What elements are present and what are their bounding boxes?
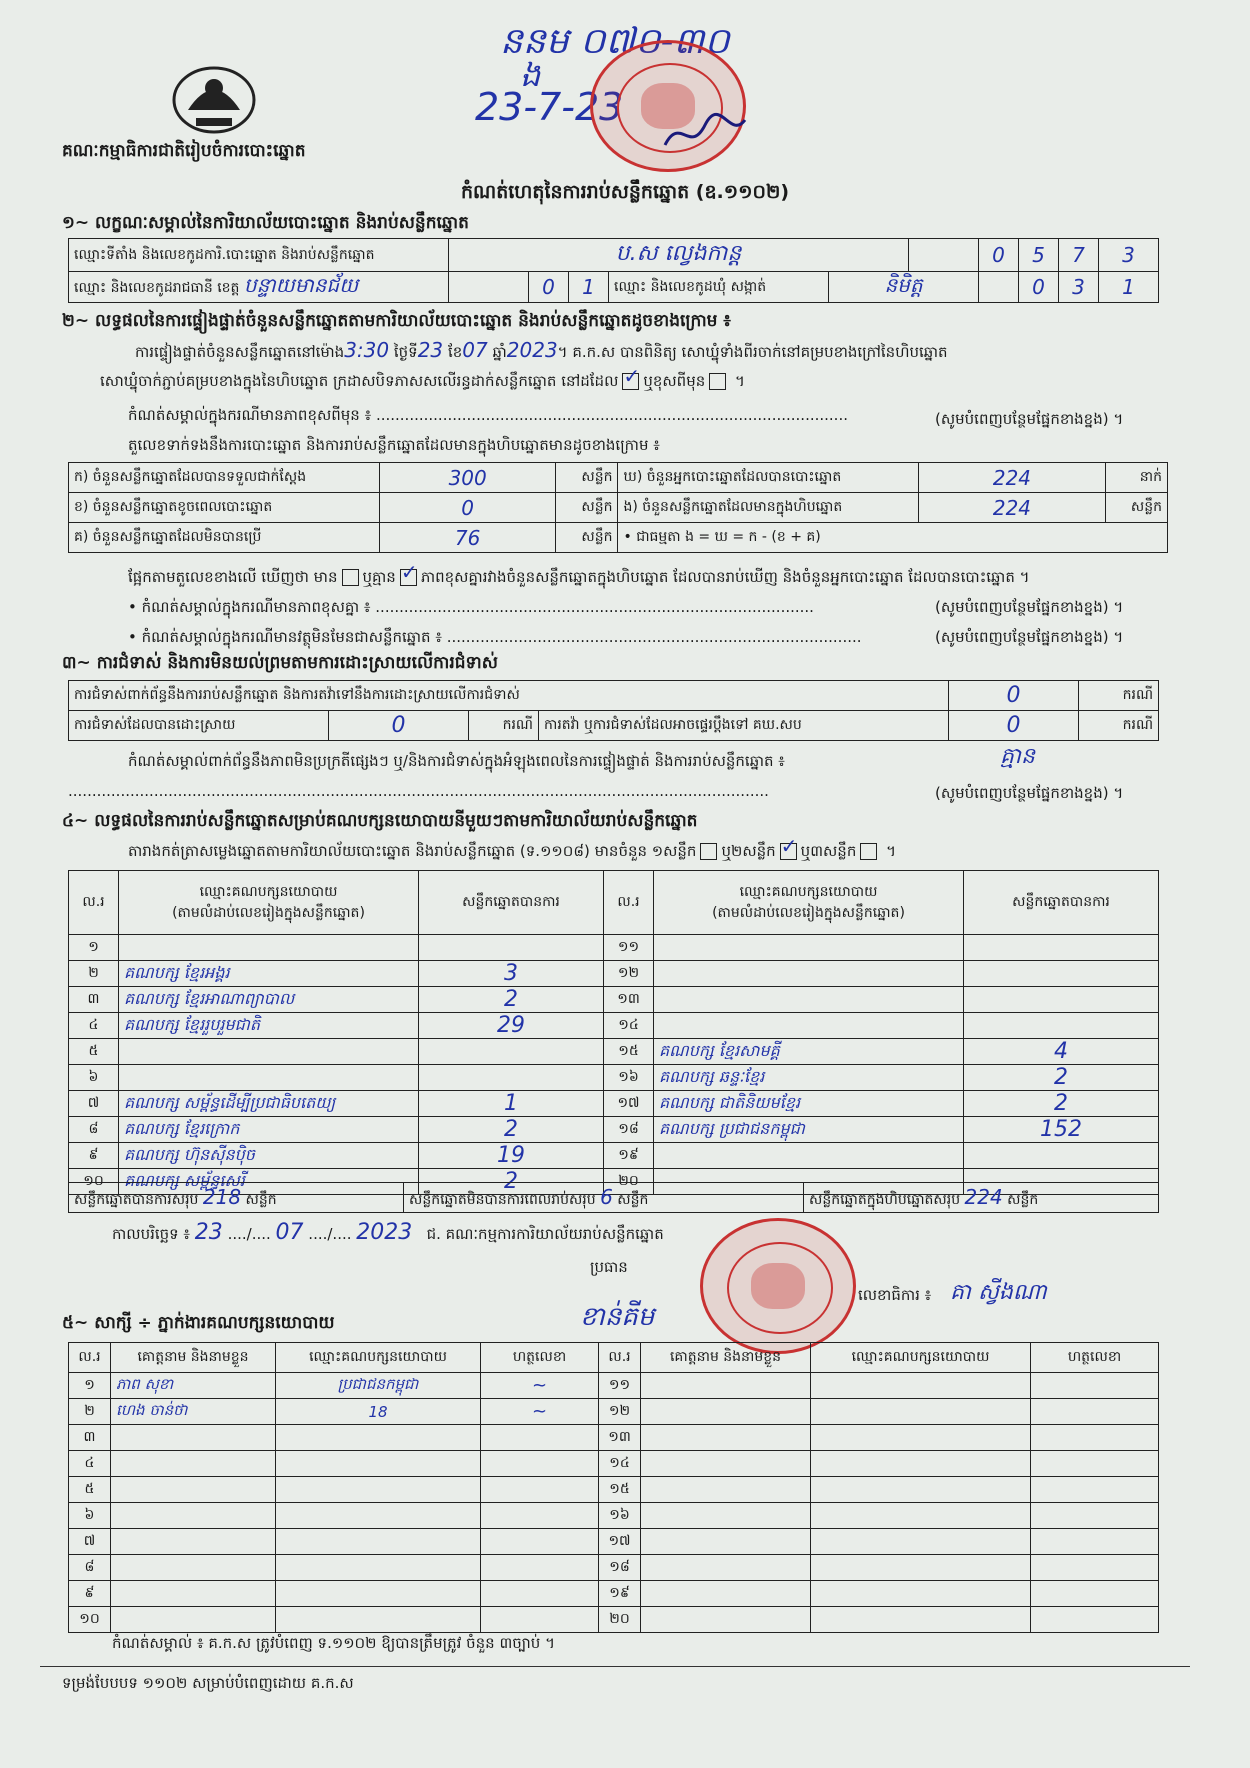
table-row (69, 961, 1159, 987)
irregularity-note: កំណត់សម្គាល់ពាក់ព័ន្ធនឹងភាពមិនប្រក្រតីផ្សេងៗ ឬ/និងការជំទាស់ក្នុងអំឡុងពេលនៃការផ្ទៀងផ្ទាត់ និងការរាប់សន្លឹកឆ្នោត ៖ (128, 752, 785, 770)
witness-signature (481, 1581, 599, 1607)
box-total: សន្លឹកឆ្នោតក្នុងហិបឆ្នោតសរុប 224 សន្លឹក (804, 1183, 1159, 1213)
row-number: ១៧ (599, 1529, 641, 1555)
row-number: ២ (69, 1399, 111, 1425)
commune-code-digit: 0 (1019, 272, 1059, 303)
witness-party (811, 1451, 1031, 1477)
witness-party (276, 1425, 481, 1451)
location-label: ឈ្មោះទីតាំង និងលេខកូដការិ.បោះឆ្នោត និងរាប់សន្លឹកឆ្នោត (69, 239, 449, 272)
witness-signature (1031, 1399, 1159, 1425)
row-number: ១៩ (599, 1581, 641, 1607)
witness-signature (1031, 1607, 1159, 1633)
resolved-value: 0 (329, 711, 469, 741)
witness-party (276, 1607, 481, 1633)
witness-party (276, 1581, 481, 1607)
witness-table: ល.រ គោត្តនាម និងនាមខ្លួន ឈ្មោះគណបក្សនយោបាយ ហត្ថលេខា ល.រ គោត្តនាម និងនាមខ្លួន ឈ្មោះគណបក្សនយោបាយ ហត្ថលេខា ១ ភាព សុខា ប្រជាជនកម្ពុជា ~ ១១ ២ ហេង ចាន់ថា 18 ~ ១២ ៣ ១៣ ៤ ១៤ ៥ ១៥ ៦ ១៦ ៧ ១៧ ៨ ១៨ ៩ ១៩ ១០ ២០ (68, 1342, 1159, 1633)
party-votes (419, 935, 604, 961)
row-number: ១៦ (604, 1065, 654, 1091)
witness-party: ប្រជាជនកម្ពុជា (276, 1373, 481, 1399)
table-row (69, 1607, 1159, 1633)
row-number: ៦ (69, 1503, 111, 1529)
witness-party (811, 1399, 1031, 1425)
section4-heading: ៤~ លទ្ធផលនៃការរាប់សន្លឹកឆ្នោតសម្រាប់គណបក្សនយោបាយនីមួយៗតាមការិយាល័យរាប់សន្លឹកឆ្នោត (62, 811, 698, 831)
witness-signature (1031, 1529, 1159, 1555)
witness-signature (481, 1503, 599, 1529)
section3-heading: ៣~ ការជំទាស់ និងការមិនយល់ព្រមតាមការដោះស្រាយលើការជំទាស់ (62, 653, 498, 673)
party-name (654, 961, 964, 987)
date-month: 07 (275, 1220, 304, 1245)
spoiled-label: ខ) ចំនួនសន្លឹកឆ្នោតខូចពេលបោះឆ្នោត (69, 493, 380, 523)
resolved-label: ការជំទាស់ដែលបានដោះស្រាយ (69, 711, 329, 741)
row-number: ៦ (69, 1065, 119, 1091)
one-sheet-checkbox[interactable] (700, 843, 717, 860)
party-name (119, 1039, 419, 1065)
objections-table: ការជំទាស់ពាក់ព័ន្ធនឹងការរាប់សន្លឹកឆ្នោត និងការតវ៉ាទៅនឹងការដោះស្រាយលើការជំទាស់ 0 ករណី ការជំទាស់ដែលបានដោះស្រាយ 0 ករណី ការតវ៉ា ឬការជំទាស់ដែលអាចផ្ទេរប្តឹងទៅ គឃ.សប 0 ករណី (68, 680, 1159, 741)
party-votes: 29 (419, 1013, 604, 1039)
witness-signature (1031, 1503, 1159, 1529)
witness-signature (481, 1425, 599, 1451)
row-number: ៩ (69, 1581, 111, 1607)
date-year: 2023 (356, 1220, 413, 1245)
row-number: ២ (69, 961, 119, 987)
valid-total: សន្លឹកឆ្នោតបានការសរុប 218 សន្លឹក (69, 1183, 404, 1213)
verify-time: 3:30 (344, 338, 390, 362)
footnote: កំណត់សម្គាល់ ៖ គ.ក.ស ត្រូវបំពេញ ទ.១១០២ ឱ្យបានត្រឹមត្រូវ ចំនួន ៣ច្បាប់ ។ (112, 1634, 555, 1652)
witness-name (111, 1503, 276, 1529)
official-stamp-bottom (700, 1218, 856, 1354)
appeal-value: 0 (949, 711, 1079, 741)
table-row (69, 935, 1159, 961)
commune-value: និមិត្ត (829, 272, 979, 303)
totals-table (68, 1182, 1159, 1213)
same-checkbox[interactable] (622, 373, 639, 390)
witness-party (811, 1555, 1031, 1581)
row-number: ១៩ (604, 1143, 654, 1169)
witness-signature (481, 1451, 599, 1477)
witness-name (111, 1451, 276, 1477)
unused-label: គ) ចំនួនសន្លឹកឆ្នោតដែលមិនបានប្រើ (69, 523, 380, 553)
table-row (69, 1373, 1159, 1399)
table-row (69, 1581, 1159, 1607)
difference-note-line: កំណត់សម្គាល់ក្នុងករណីមានភាពខុសពីមុន ៖ ................................................................................................... (128, 406, 848, 424)
table-row (69, 1143, 1159, 1169)
province-code-digit: 0 (529, 272, 569, 303)
row-number: ៥ (69, 1477, 111, 1503)
party-name: គណបក្ស សម្ព័ន្ធសេរី (119, 1169, 419, 1195)
document-title: កំណត់ហេតុនៃការរាប់សន្លឹកឆ្នោត (ឧ.១១០២) (460, 181, 790, 203)
party-votes (964, 1013, 1159, 1039)
row-number: ១៥ (599, 1477, 641, 1503)
table-row (69, 1399, 1159, 1425)
discrepancy-note: • កំណត់សម្គាល់ក្នុងករណីមានភាពខុសគ្នា ៖ ............................................................................................ (128, 598, 814, 616)
row-number: ១៥ (604, 1039, 654, 1065)
tally-sheets-line: តារាងកត់ត្រាសម្លេងឆ្នោតតាមការិយាល័យបោះឆ្នោត និងរាប់សន្លឹកឆ្នោត (ទ.១១០៨) មានចំនួន ១សន្លឹក ឬ២សន្លឹក✓ ឬ៣សន្លឹក ។ (128, 842, 896, 864)
witness-name (111, 1425, 276, 1451)
row-number: ១៣ (604, 987, 654, 1013)
secretary-label: លេខាធិការ ៖ (858, 1286, 932, 1304)
table-row (69, 987, 1159, 1013)
party-name: គណបក្ស ជាតិនិយមខ្មែរ (654, 1091, 964, 1117)
witness-name: ភាព សុខា (111, 1373, 276, 1399)
witness-name (641, 1529, 811, 1555)
in-box-label: ង) ចំនួនសន្លឹកឆ្នោតដែលមានក្នុងហិបឆ្នោត (618, 493, 919, 523)
witness-party (276, 1555, 481, 1581)
row-number: ៣ (69, 1425, 111, 1451)
party-votes: 2 (964, 1065, 1159, 1091)
witness-party (276, 1503, 481, 1529)
party-name: គណបក្ស ខ្មែរក្រោក (119, 1117, 419, 1143)
section1-heading: ១~ លក្ខណៈសម្គាល់នៃការិយាល័យបោះឆ្នោត និងរាប់សន្លឹកឆ្នោត (62, 213, 469, 233)
party-votes: 3 (419, 961, 604, 987)
witness-name (641, 1399, 811, 1425)
table-row (69, 1451, 1159, 1477)
table-row (69, 1529, 1159, 1555)
verify-year: 2023 (506, 338, 558, 362)
row-number: ១១ (604, 935, 654, 961)
row-number: ៤ (69, 1013, 119, 1039)
commune-label: ឈ្មោះ និងលេខកូដឃុំ សង្កាត់ (609, 272, 829, 303)
row-number: ២០ (604, 1169, 654, 1195)
party-name: គណបក្ស ខ្មែរអាណាព្យាបាល (119, 987, 419, 1013)
unused-value: 76 (380, 523, 556, 553)
party-name: គណបក្ស ប្រជាជនកម្ពុជា (654, 1117, 964, 1143)
table-row (69, 1065, 1159, 1091)
fill-back-note: (សូមបំពេញបន្ថែមផ្នែកខាងខ្នង) ។ (935, 410, 1124, 428)
invalid-total: សន្លឹកឆ្នោតមិនបានការពេលរាប់សរុប 6 សន្លឹក (404, 1183, 804, 1213)
party-results-table: ល.រ ឈ្មោះគណបក្សនយោបាយ (តាមលំដាប់លេខរៀងក្នុងសន្លឹកឆ្នោត) សន្លឹកឆ្នោតបានការ ល.រ ឈ្មោះគណបក្សនយោបាយ (តាមលំដាប់លេខរៀងក្នុងសន្លឹកឆ្នោត) សន្លឹកឆ្នោតបានការ ១ ១១ ២ គណបក្ស ខ្មែរអង្គរ 3 ១២ ៣ គណបក្ស ខ្មែរអាណាព្យាបាល 2 ១៣ ៤ គណបក្ស ខ្មែររួបរួមជាតិ 29 ១៤ ៥ ១៥ គណបក្ស ខ្មែរសាមគ្គី 4 ៦ ១៦ គណបក្ស ឆន្ទៈខ្មែរ 2 ៧ គណបក្ស សម្ព័ន្ធដើម្បីប្រជាធិបតេយ្យ 1 ១៧ គណបក្ស ជាតិនិយមខ្មែរ 2 ៨ គណបក្ស ខ្មែរក្រោក 2 ១៨ គណបក្ស ប្រជាជនកម្ពុជា 152 ៩ គណបក្ស ហ៊ុនស៊ីនប៉ិច 19 ១៩ ១០ គណបក្ស សម្ព័ន្ធសេរី 2 ២០ (68, 870, 1159, 1195)
party-votes: 2 (419, 1117, 604, 1143)
code-digit: 5 (1019, 239, 1059, 272)
row-number: ១៧ (604, 1091, 654, 1117)
witness-signature (1031, 1451, 1159, 1477)
witness-party (811, 1503, 1031, 1529)
handwritten-num: ង (520, 56, 541, 94)
party-name: គណបក្ស ឆន្ទៈខ្មែរ (654, 1065, 964, 1091)
witness-signature (481, 1529, 599, 1555)
row-number: ១ (69, 1373, 111, 1399)
party-votes: 1 (419, 1091, 604, 1117)
handwritten-ref: ននម ០៧០-៣០ (500, 21, 730, 62)
date-day: 23 (194, 1220, 223, 1245)
party-name (119, 1065, 419, 1091)
witness-party: 18 (276, 1399, 481, 1425)
in-box-value: 224 (919, 493, 1106, 523)
witness-signature (481, 1477, 599, 1503)
table-row (69, 1091, 1159, 1117)
party-name (654, 987, 964, 1013)
province-code-digit: 1 (569, 272, 609, 303)
commune-code-digit: 3 (1059, 272, 1099, 303)
witness-signature (1031, 1555, 1159, 1581)
party-votes (964, 1143, 1159, 1169)
code-digit: 0 (979, 239, 1019, 272)
party-name: គណបក្ស ខ្មែររួបរួមជាតិ (119, 1013, 419, 1039)
row-number: ១០ (69, 1169, 119, 1195)
spoiled-value: 0 (380, 493, 556, 523)
foreign-object-note: • កំណត់សម្គាល់ក្នុងករណីមានវត្ថុមិនមែនជាសន្លឹកឆ្នោត ៖ ....................................................................................... (128, 628, 862, 646)
witness-party (811, 1607, 1031, 1633)
witness-name (641, 1607, 811, 1633)
witness-party (276, 1451, 481, 1477)
witness-signature (481, 1607, 599, 1633)
president-name: ខាន់គីម (580, 1302, 655, 1332)
witness-name (641, 1451, 811, 1477)
formula: • ជាធម្មតា ង = ឃ = ក - (ខ + គ) (618, 523, 1168, 553)
witness-name (641, 1477, 811, 1503)
voters-value: 224 (919, 463, 1106, 493)
row-number: ៨ (69, 1117, 119, 1143)
witness-name (641, 1373, 811, 1399)
row-number: ១៣ (599, 1425, 641, 1451)
party-votes: 2 (419, 1169, 604, 1195)
appeal-label: ការតវ៉ា ឬការជំទាស់ដែលអាចផ្ទេរប្តឹងទៅ គឃ.សប (539, 711, 949, 741)
signature-top (660, 110, 750, 160)
irregularity-note-handwritten: គ្មាន (1000, 744, 1035, 769)
verification-line: ការផ្ទៀងផ្ទាត់ចំនួនសន្លឹកឆ្នោតនៅម៉ោង3:30 ថ្ងៃទី23 ខែ07 ឆ្នាំ2023។ គ.ក.ស បានពិនិត្យ សោឃ្នុំទាំងពីរចាក់នៅគម្របខាងក្រៅនៃហិបឆ្នោត (135, 338, 948, 362)
code-digit: 3 (1099, 239, 1159, 272)
footer-divider (40, 1666, 1190, 1667)
witness-name (111, 1477, 276, 1503)
figures-intro: តួលេខទាក់ទងនឹងការបោះឆ្នោត និងការរាប់សន្លឹកឆ្នោតដែលមានក្នុងហិបឆ្នោតមានដូចខាងក្រោម ៖ (128, 436, 660, 454)
section5-heading: ៥~ សាក្សី ÷ ភ្នាក់ងារគណបក្សនយោបាយ (62, 1313, 335, 1333)
row-number: ១២ (604, 961, 654, 987)
row-number: ១១ (599, 1373, 641, 1399)
figures-table: ក) ចំនួនសន្លឹកឆ្នោតដែលបានទទួលជាក់ស្តែង 300 សន្លឹក ឃ) ចំនួនអ្នកបោះឆ្នោតដែលបានបោះឆ្នោត 224 នាក់ ខ) ចំនួនសន្លឹកឆ្នោតខូចពេលបោះឆ្នោត 0 សន្លឹក ង) ចំនួនសន្លឹកឆ្នោតដែលមានក្នុងហិបឆ្នោត 224 សន្លឹក គ) ចំនួនសន្លឹកឆ្នោតដែលមិនបានប្រើ 76 សន្លឹក • ជាធម្មតា ង = ឃ = ក - (ខ + គ) (68, 462, 1168, 553)
table-row (69, 1039, 1159, 1065)
party-votes: 2 (964, 1091, 1159, 1117)
witness-signature (481, 1555, 599, 1581)
party-votes: 19 (419, 1143, 604, 1169)
row-number: ១ (69, 935, 119, 961)
row-number: ២០ (599, 1607, 641, 1633)
party-votes (964, 935, 1159, 961)
witness-signature: ~ (481, 1373, 599, 1399)
table-row (69, 1477, 1159, 1503)
witness-name (111, 1581, 276, 1607)
form-footer: ទម្រង់បែបបទ ១១០២ សម្រាប់បំពេញដោយ គ.ក.ស (62, 1674, 354, 1692)
code-digit: 7 (1059, 239, 1099, 272)
president-label: ប្រធាន (590, 1258, 628, 1276)
party-name (119, 935, 419, 961)
witness-name (641, 1581, 811, 1607)
party-name (654, 935, 964, 961)
different-checkbox[interactable] (709, 373, 726, 390)
row-number: ៤ (69, 1451, 111, 1477)
verify-month: 07 (462, 338, 488, 362)
witness-name (641, 1503, 811, 1529)
party-name: គណបក្ស ខ្មែរសាមគ្គី (654, 1039, 964, 1065)
row-number: ៣ (69, 987, 119, 1013)
witness-name (111, 1529, 276, 1555)
received-value: 300 (380, 463, 556, 493)
party-votes (419, 1039, 604, 1065)
objections-value: 0 (949, 681, 1079, 711)
emblem-logo (168, 60, 260, 136)
party-name: គណបក្ស សម្ព័ន្ធដើម្បីប្រជាធិបតេយ្យ (119, 1091, 419, 1117)
witness-party (811, 1581, 1031, 1607)
row-number: ៩ (69, 1143, 119, 1169)
objections-label: ការជំទាស់ពាក់ព័ន្ធនឹងការរាប់សន្លឹកឆ្នោត និងការតវ៉ាទៅនឹងការដោះស្រាយលើការជំទាស់ (69, 681, 949, 711)
row-number: ១៨ (599, 1555, 641, 1581)
witness-name (641, 1555, 811, 1581)
no-discrepancy-checkbox[interactable] (400, 569, 417, 586)
two-sheet-checkbox[interactable] (780, 843, 797, 860)
table-row (69, 1503, 1159, 1529)
section1-table (68, 238, 1159, 303)
witness-signature (1031, 1581, 1159, 1607)
commune-code-digit: 1 (1099, 272, 1159, 303)
discrepancy-line: ផ្អែកតាមតួលេខខាងលើ ឃើញថា មាន ឬគ្មាន✓ ភាពខុសគ្នារវាងចំនួនសន្លឹកឆ្នោតក្នុងហិបឆ្នោត ដែលបានរាប់ឃើញ និងចំនួនអ្នកបោះឆ្នោត ដែលបានបោះឆ្នោត ។ (128, 568, 1030, 590)
secretary-name: គា ស្វីងណា (950, 1280, 1047, 1305)
province-value: បន្ទាយមានជ័យ (243, 273, 359, 297)
row-number: ៨ (69, 1555, 111, 1581)
party-votes (419, 1065, 604, 1091)
witness-name (111, 1607, 276, 1633)
witness-party (276, 1477, 481, 1503)
table-row (69, 1013, 1159, 1039)
row-number: ១៤ (599, 1451, 641, 1477)
seal-line: សោឃ្នុំចាក់ភ្ជាប់គម្របខាងក្នុងនៃហិបឆ្នោត ក្រដាសបិទភាសសលើរន្ធដាក់សន្លឹកឆ្នោត នៅដដែល✓ ឬខុសពីមុន ។ (100, 372, 745, 394)
party-votes: 152 (964, 1117, 1159, 1143)
org-name: គណៈកម្មាធិការជាតិរៀបចំការបោះឆ្នោត (62, 141, 306, 161)
verify-day: 23 (417, 338, 444, 362)
table-row (69, 1555, 1159, 1581)
voters-label: ឃ) ចំនួនអ្នកបោះឆ្នោតដែលបានបោះឆ្នោត (618, 463, 919, 493)
witness-name (641, 1425, 811, 1451)
party-name (654, 1143, 964, 1169)
has-discrepancy-checkbox[interactable] (342, 569, 359, 586)
party-name (654, 1013, 964, 1039)
row-number: ១០ (69, 1607, 111, 1633)
table-row (69, 1117, 1159, 1143)
witness-party (811, 1477, 1031, 1503)
province-label: ឈ្មោះ និងលេខកូដរាជធានី ខេត្ត បន្ទាយមានជ័យ (69, 272, 449, 303)
date-line: កាលបរិច្ឆេទ ៖ 23 ..../.... 07 ..../.... 2023 ជ. គណៈកម្មការការិយាល័យរាប់សន្លឹកឆ្នោត (112, 1220, 664, 1245)
row-number: ១៦ (599, 1503, 641, 1529)
witness-signature (1031, 1373, 1159, 1399)
witness-signature (1031, 1477, 1159, 1503)
witness-party (811, 1373, 1031, 1399)
witness-party (811, 1529, 1031, 1555)
three-sheet-checkbox[interactable] (860, 843, 877, 860)
location-value: ប.ស ល្វេងកាន្ត (449, 239, 909, 272)
witness-signature (1031, 1425, 1159, 1451)
party-votes: 4 (964, 1039, 1159, 1065)
received-label: ក) ចំនួនសន្លឹកឆ្នោតដែលបានទទួលជាក់ស្តែង (69, 463, 380, 493)
witness-name: ហេង ចាន់ថា (111, 1399, 276, 1425)
table-row (69, 1425, 1159, 1451)
party-votes: 2 (419, 987, 604, 1013)
row-number: ៧ (69, 1529, 111, 1555)
handwritten-date: 23-7-23 (475, 85, 624, 129)
party-name: គណបក្ស ខ្មែរអង្គរ (119, 961, 419, 987)
row-number: ១៨ (604, 1117, 654, 1143)
party-votes (964, 987, 1159, 1013)
row-number: ៥ (69, 1039, 119, 1065)
form-page: គណៈកម្មាធិការជាតិរៀបចំការបោះឆ្នោត ននម ០៧០-៣០ ង 23-7-23 កំណត់ហេតុនៃការរាប់សន្លឹកឆ្នោត (ឧ.១១០២) ១~ លក្ខណៈសម្គាល់នៃការិយាល័យបោះឆ្នោត និងរាប់សន្លឹកឆ្នោត ឈ្មោះទីតាំង និងលេខកូដការិ.បោះឆ្នោត និងរាប់សន្លឹកឆ្នោត ប.ស ល្វេងកាន្ត 0 5 7 3 ឈ្មោះ និងលេខកូដរាជធានី ខេត្ត បន្ទាយមានជ័យ 0 1 ឈ្មោះ និងលេខកូដឃុំ សង្កាត់ និមិត្ត 0 3 1 ២~ លទ្ធផលនៃការផ្ទៀងផ្ទាត់ចំនួនសន្លឹកឆ្នោតតាមការិយាល័យបោះឆ្នោត និងរាប់សន្លឹកឆ្នោតដូចខាងក្រោម ៖ ការផ្ទៀងផ្ទាត់ចំនួនសន្លឹកឆ្នោតនៅម៉ោង3:30 ថ្ងៃទី23 ខែ07 ឆ្នាំ2023។ គ.ក.ស បានពិនិត្យ សោឃ្នុំទាំងពីរចាក់នៅគម្របខាងក្រៅនៃហិបឆ្នោត សោឃ្នុំចាក់ភ្ជាប់គម្របខាងក្នុងនៃហិបឆ្នោត ក្រដាសបិទភាសសលើរន្ធដាក់សន្លឹកឆ្នោត នៅដដែល✓ ឬខុសពីមុន ។ កំណត់សម្គាល់ក្នុងករណីមានភាពខុសពីមុន ៖ ................................................................................................... (សូមបំពេញបន្ថែមផ្នែកខាងខ្នង) ។ តួលេខទាក់ទងនឹងការបោះឆ្នោត និងការរាប់សន្លឹកឆ្នោតដែលមានក្នុងហិបឆ្នោតមានដូចខាងក្រោម ៖ ក) ចំនួនសន្លឹកឆ្នោតដែលបានទទួលជាក់ស្តែង 300 សន្លឹក ឃ) ចំនួនអ្នកបោះឆ្នោតដែលបានបោះឆ្នោត 224 នាក់ ខ) ចំនួនសន្លឹកឆ្នោតខូចពេលបោះឆ្នោត 0 សន្លឹក ង) ចំនួនសន្លឹកឆ្នោតដែលមានក្នុងហិបឆ្នោត 224 សន្លឹក គ) ចំនួនសន្លឹកឆ្នោតដែលមិនបានប្រើ 76 សន្លឹក • ជាធម្មតា ង = ឃ = ក - (ខ + គ) ផ្អែកតាមតួលេខខាងលើ ឃើញថា មាន ឬគ្មាន✓ ភាពខុសគ្នារវាងចំនួនសន្លឹកឆ្នោតក្នុងហិបឆ្នោត ដែលបានរាប់ឃើញ និងចំនួនអ្នកបោះឆ្នោត ដែលបានបោះឆ្នោត ។ • កំណត់សម្គាល់ក្នុងករណីមានភាពខុសគ្នា ៖ ............................................................................................ (សូមបំពេញបន្ថែមផ្នែកខាងខ្នង) ។ • កំណត់សម្គាល់ក្នុងករណីមានវត្ថុមិនមែនជាសន្លឹកឆ្នោត ៖ ....................................................................................... (សូមបំពេញបន្ថែមផ្នែកខាងខ្នង) ។ ៣~ ការជំទាស់ និងការមិនយល់ព្រមតាមការដោះស្រាយលើការជំទាស់ ការជំទាស់ពាក់ព័ន្ធនឹងការរាប់សន្លឹកឆ្នោត និងការតវ៉ាទៅនឹងការដោះស្រាយលើការជំទាស់ 0 ករណី ការជំទាស់ដែលបានដោះស្រាយ 0 ករណី ការតវ៉ា ឬការជំទាស់ដែលអាចផ្ទេរប្តឹងទៅ គឃ.សប 0 ករណី កំណត់សម្គាល់ពាក់ព័ន្ធនឹងភាពមិនប្រក្រតីផ្សេងៗ ឬ/និងការជំទាស់ក្នុងអំឡុងពេលនៃការផ្ទៀងផ្ទាត់ និងការរាប់សន្លឹកឆ្នោត ៖ គ្មាន ................................................................................................................................................... (សូមបំពេញបន្ថែមផ្នែកខាងខ្នង) ។ ៤~ លទ្ធផលនៃការរាប់សន្លឹកឆ្នោតសម្រាប់គណបក្សនយោបាយនីមួយៗតាមការិយាល័យរាប់សន្លឹកឆ្នោត តារាងកត់ត្រាសម្លេងឆ្នោតតាមការិយាល័យបោះឆ្នោត និងរាប់សន្លឹកឆ្នោត (ទ.១១០៨) មានចំនួន ១សន្លឹក ឬ២សន្លឹក✓ ឬ៣សន្លឹក ។ ល.រ ឈ្មោះគណបក្សនយោបាយ (តាមលំដាប់លេខរៀងក្នុងសន្លឹកឆ្នោត) សន្លឹកឆ្នោតបានការ ល.រ ឈ្មោះគណបក្សនយោបាយ (តាមលំដាប់លេខរៀងក្នុងសន្លឹកឆ្នោត) សន្លឹកឆ្នោតបានការ ១ ១១ ២ គណបក្ស ខ្មែរអង្គរ 3 ១២ ៣ គណបក្ស ខ្មែរអាណាព្យាបាល 2 ១៣ ៤ គណបក្ស ខ្មែររួបរួមជាតិ 29 ១៤ ៥ ១៥ គណបក្ស ខ្មែរសាមគ្គី 4 ៦ ១៦ គណបក្ស ឆន្ទៈខ្មែរ 2 ៧ គណបក្ស សម្ព័ន្ធដើម្បីប្រជាធិបតេយ្យ 1 ១៧ គណបក្ស ជាតិនិយមខ្មែរ 2 ៨ គណបក្ស ខ្មែរក្រោក 2 ១៨ គណបក្ស ប្រជាជនកម្ពុជា 152 ៩ គណបក្ស ហ៊ុនស៊ីនប៉ិច 19 ១៩ ១០ គណបក្ស សម្ព័ន្ធសេរី 2 ២០ សន្លឹកឆ្នោតបានការសរុប 218 សន្លឹក សន្លឹកឆ្នោតមិនបានការពេលរាប់សរុប 6 សន្លឹក សន្លឹកឆ្នោតក្នុងហិបឆ្នោតសរុប 224 សន្លឹក កាលបរិច្ឆេទ ៖ 23 ..../.... 07 ..../.... 2023 ជ. គណៈកម្មការការិយាល័យរាប់សន្លឹកឆ្នោត ប្រធាន ខាន់គីម លេខាធិការ ៖ គា ស្វីងណា ៥~ សាក្សី ÷ ភ្នាក់ងារគណបក្សនយោបាយ ល.រ គោត្តនាម និងនាមខ្លួន ឈ្មោះគណបក្សនយោបាយ ហត្ថលេខា ល.រ គោត្តនាម និងនាមខ្លួន ឈ្មោះគណបក្សនយោបាយ ហត្ថលេខា ១ ភាព សុខា ប្រជាជនកម្ពុជា ~ ១១ ២ ហេង ចាន់ថា 18 ~ ១២ ៣ ១៣ ៤ ១៤ ៥ ១៥ ៦ ១៦ ៧ ១៧ ៨ ១៨ ៩ ១៩ ១០ ២០ កំណត់សម្គាល់ ៖ គ.ក.ស ត្រូវបំពេញ ទ.១១០២ ឱ្យបានត្រឹមត្រូវ ចំនួន ៣ច្បាប់ ។ ទម្រង់បែបបទ ១១០២ សម្រាប់បំពេញដោយ គ.ក.ស (0, 0, 1250, 1768)
row-number: ១៤ (604, 1013, 654, 1039)
section2-heading: ២~ លទ្ធផលនៃការផ្ទៀងផ្ទាត់ចំនួនសន្លឹកឆ្នោតតាមការិយាល័យបោះឆ្នោត និងរាប់សន្លឹកឆ្នោតដូចខាងក្រោម ៖ (62, 311, 731, 331)
witness-name (111, 1555, 276, 1581)
party-name: គណបក្ស ហ៊ុនស៊ីនប៉ិច (119, 1143, 419, 1169)
party-votes (964, 961, 1159, 987)
row-number: ៧ (69, 1091, 119, 1117)
witness-party (811, 1425, 1031, 1451)
row-number: ១២ (599, 1399, 641, 1425)
witness-party (276, 1529, 481, 1555)
witness-signature: ~ (481, 1399, 599, 1425)
